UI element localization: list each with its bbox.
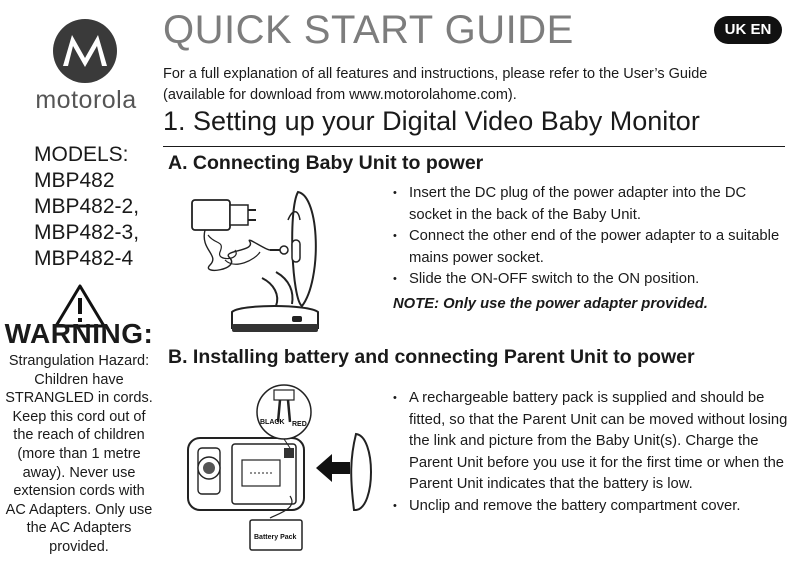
motorola-logo-icon (52, 18, 118, 84)
models-list (34, 142, 139, 272)
part-b-heading: B. Installing battery and connecting Parent Unit to power (168, 346, 695, 368)
model-item: MBP482-3, (34, 221, 140, 244)
part-b-steps (393, 388, 793, 518)
page-title: QUICK START GUIDE (163, 8, 574, 52)
black-wire-label: BLACK (260, 419, 285, 426)
list-item: • Slide the ON-OFF switch to the ON position. (393, 269, 788, 291)
model-item: MBP482-2, (34, 195, 140, 218)
battery-pack-label: Battery Pack (254, 534, 297, 541)
part-a-heading: A. Connecting Baby Unit to power (168, 152, 484, 174)
part-a-note: NOTE: Only use the power adapter provided. (393, 296, 708, 312)
warning-title: WARNING: (4, 318, 154, 349)
model-item: MBP482 (34, 169, 115, 192)
part-a-steps (393, 183, 788, 291)
list-item: • Unclip and remove the battery compartment cover. (393, 496, 793, 518)
section-title: 1. Setting up your Digital Video Baby Monitor (163, 106, 700, 136)
models-heading: MODELS: (34, 143, 129, 166)
language-badge: UK EN (714, 16, 782, 44)
intro-text: For a full explanation of all features and instructions, please refer to the User’s Guide (available for download from www.motorolahome.com). (163, 66, 708, 103)
warning-text: Strangulation Hazard: Children have STRANGLED in cords. Keep this cord out of the reach of children (more than 1 metre away). Never use extension cords with AC Adapters. Only use the AC Adapters provided. (5, 353, 153, 555)
list-item: • Connect the other end of the power adapter to a suitable mains power socket. (393, 226, 788, 269)
parent-unit-illustration (180, 378, 380, 556)
list-item: • Insert the DC plug of the power adapter into the DC socket in the back of the Baby Unit. (393, 183, 788, 226)
list-item: • A rechargeable battery pack is supplied and should be fitted, so that the Parent Unit can be moved without losing the link and picture from the Baby Unit(s). Charge the Parent Unit before you use it for the first time or when the Parent Unit indicates that the battery is low. (393, 388, 793, 496)
baby-unit-illustration (180, 180, 380, 340)
section-divider (163, 146, 785, 147)
red-wire-label: RED (292, 421, 307, 428)
brand-wordmark: motorola (35, 86, 137, 114)
model-item: MBP482-4 (34, 247, 134, 270)
